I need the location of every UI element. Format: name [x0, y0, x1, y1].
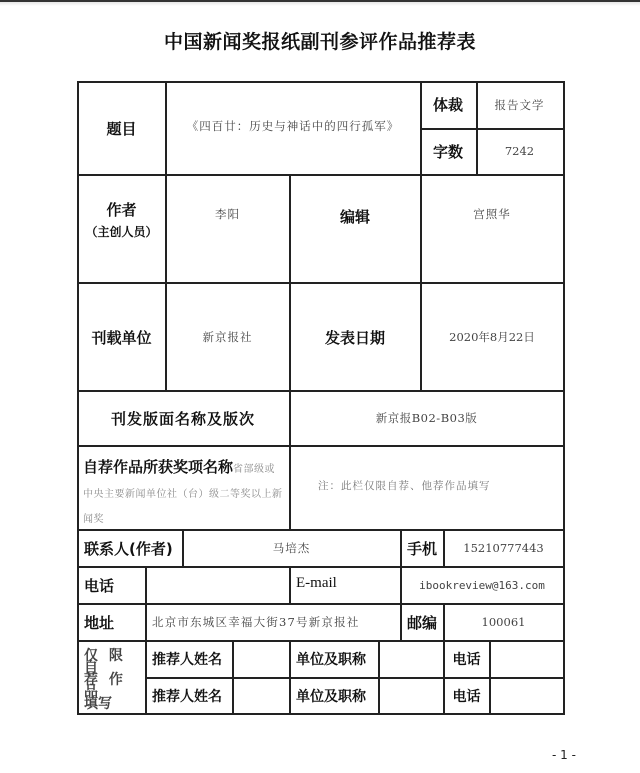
page-section-value[interactable]: 新京报B02-B03版: [375, 411, 478, 425]
editor-value[interactable]: 宫照华: [473, 206, 511, 221]
award-label: [78, 446, 289, 529]
page-title: 中国新闻奖报纸副刊参评作品推荐表: [163, 31, 476, 53]
page-number: - 1 -: [552, 748, 576, 762]
recommender-unit-label: 单位及职称: [296, 652, 366, 668]
recommender-phone-label: 电话: [452, 652, 481, 668]
word-count-value[interactable]: 7242: [504, 144, 535, 158]
table-border-bottom: [77, 713, 564, 715]
recommender-unit-label: 单位及职称: [296, 688, 366, 705]
recommender-label-line2: 荐 作 品: [84, 672, 126, 700]
title-label: 题目: [106, 119, 137, 138]
recommender-name-value[interactable]: [233, 678, 289, 713]
page-section-label: 刊发版面名称及版次: [110, 409, 255, 428]
recommender-label-line1: 仅 限 自: [84, 648, 126, 676]
mobile-label: 手机: [406, 539, 437, 558]
recommender-phone-value[interactable]: [490, 641, 563, 677]
contact-value[interactable]: 马培杰: [272, 541, 311, 555]
author-label-main: 作者: [106, 201, 137, 219]
recommender-unit-value[interactable]: [379, 678, 443, 713]
genre-label: 体裁: [432, 96, 463, 114]
top-shadow: [0, 2, 640, 6]
publish-date-label: 发表日期: [324, 329, 385, 347]
recommender-label-line3: 填写: [84, 696, 112, 712]
recommender-name-value[interactable]: [233, 641, 289, 677]
award-label-text: [83, 456, 285, 531]
recommender-unit-value[interactable]: [379, 641, 443, 677]
editor-label: 编辑: [339, 208, 370, 226]
postcode-label: 邮编: [406, 613, 437, 632]
author-label: [77, 175, 166, 282]
award-value[interactable]: 注：此栏仅限自荐、他荐作品填写: [318, 480, 491, 492]
recommender-phone-value[interactable]: [490, 678, 563, 713]
award-label-main: 自荐作品所获奖项名称: [83, 458, 234, 476]
recommender-section-label-text: [84, 650, 145, 710]
recommender-section-label: [78, 641, 145, 713]
email-value[interactable]: ibookreview@163.com: [419, 578, 545, 592]
publish-date-value[interactable]: 2020年8月22日: [449, 329, 535, 344]
address-label: 地址: [84, 613, 115, 632]
postcode-value[interactable]: 100061: [481, 615, 526, 629]
word-count-label: 字数: [432, 142, 463, 161]
genre-value[interactable]: 报告文学: [494, 97, 545, 112]
author-label-sub: （主创人员）: [85, 225, 158, 239]
contact-label: 联系人(作者): [84, 539, 173, 558]
publisher-value[interactable]: 新京报社: [202, 329, 253, 344]
author-value[interactable]: 李阳: [215, 206, 240, 221]
email-label: E-mail: [296, 574, 337, 591]
address-value[interactable]: 北京市东城区幸福大街37号新京报社: [152, 615, 360, 629]
award-label-note: 省部级或中央主要新闻单位社（台）级二等奖以上新闻奖: [83, 464, 283, 525]
publisher-label: 刊载单位: [91, 329, 152, 347]
recommender-name-label: 推荐人姓名: [152, 688, 222, 705]
phone-value[interactable]: [146, 567, 289, 603]
table-border-right: [563, 81, 565, 715]
recommender-phone-label: 电话: [452, 688, 481, 705]
phone-label: 电话: [84, 576, 115, 595]
title-value[interactable]: 《四百廿：历史与神话中的四行孤军》: [186, 119, 400, 133]
recommender-name-label: 推荐人姓名: [152, 652, 222, 668]
mobile-value[interactable]: 15210777443: [463, 541, 544, 555]
